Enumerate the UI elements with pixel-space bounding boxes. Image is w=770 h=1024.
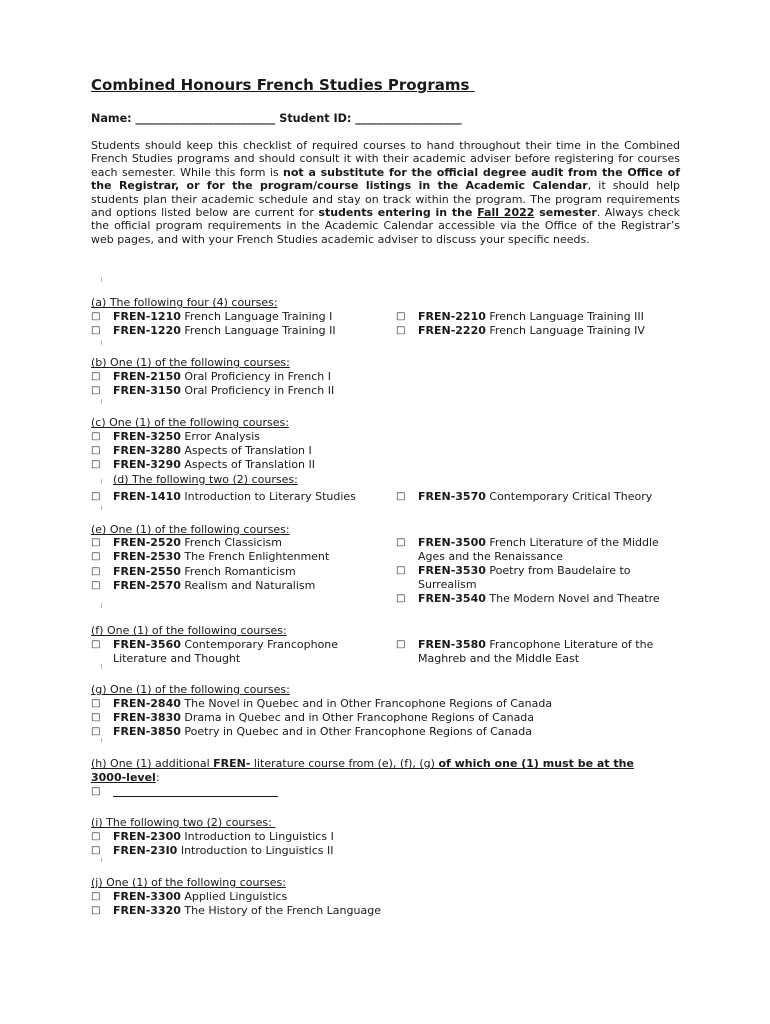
course-title: French Romanticism [180,565,296,578]
checkbox-icon[interactable]: □ [91,831,101,842]
section-c-heading: (c) One (1) of the following courses: [91,416,289,429]
format-mark [101,738,102,743]
course-title: Francophone Literature of the Maghreb and the Middle East [418,638,654,665]
checkbox-icon[interactable]: □ [91,431,101,442]
format-mark [101,505,102,510]
course-code: FREN-3570 [418,490,486,503]
course-item[interactable] [91,444,312,458]
course-code: FREN-2530 [113,550,181,563]
section-f-heading: (f) One (1) of the following courses: [91,624,287,637]
checkbox-icon[interactable]: □ [91,580,101,591]
section-d-heading: (d) The following two (2) courses: [113,473,298,486]
course-title: Applied Linguistics [180,890,288,903]
course-code: FREN-3540 [418,592,486,605]
course-item[interactable] [396,592,660,606]
checkbox-icon[interactable]: □ [91,891,101,902]
section-h-bold-3: 3000-level [91,771,156,784]
course-code: FREN-2840 [113,697,181,710]
course-code: FREN-3560 [113,638,181,651]
course-item[interactable] [91,565,296,579]
course-code: FREN-1210 [113,310,181,323]
course-item[interactable] [91,370,331,384]
course-code: FREN-2210 [418,310,486,323]
course-code: FREN-3290 [113,458,181,471]
section-h-text-1: (h) One (1) additional [91,757,214,770]
course-title: Realism and Naturalism [180,579,316,592]
course-code: FREN-3830 [113,711,181,724]
course-code: FREN-1220 [113,324,181,337]
course-title: Poetry from Baudelaire to Surrealism [418,564,631,591]
course-item[interactable] [91,384,334,398]
course-code: FREN-3500 [418,536,486,549]
course-title: Error Analysis [180,430,261,443]
course-code: FREN-2520 [113,536,181,549]
checkbox-icon[interactable]: □ [396,311,406,322]
checkbox-icon[interactable]: □ [91,905,101,916]
course-code: FREN-3580 [418,638,486,651]
course-code: FREN-3250 [113,430,181,443]
course-item[interactable] [91,490,356,504]
course-item[interactable] [91,711,534,725]
section-h-text-3: : [155,771,160,784]
checkbox-icon[interactable]: □ [396,491,406,502]
checkbox-icon[interactable]: □ [91,385,101,396]
intro-text-3: . Always check the official program requirements in the Academic Calendar accessible via the Office of the Registrar’s web pages, and with your French Studies academic adviser to discuss your specific needs. [91,206,680,246]
section-h-bold-2: of which one (1) must be at the [438,757,634,770]
course-code: FREN-3320 [113,904,181,917]
checkbox-icon[interactable]: □ [396,537,406,548]
course-title: The Novel in Quebec and in Other Francophone Regions of Canada [180,697,553,710]
checkbox-icon[interactable]: □ [91,537,101,548]
course-item[interactable] [396,564,653,592]
section-e-heading: (e) One (1) of the following courses: [91,523,290,536]
course-title: French Classicism [180,536,282,549]
course-item[interactable] [91,458,315,472]
course-title: Introduction to Literary Studies [180,490,356,503]
section-i-heading: (i) The following two (2) courses: [91,816,276,829]
course-code: FREN-3530 [418,564,486,577]
course-item[interactable] [91,785,278,799]
intro-bold-2-text: students entering in the [318,206,478,220]
course-title: The French Enlightenment [180,550,330,563]
course-code: FREN-2550 [113,565,181,578]
course-title: Introduction to Linguistics II [177,844,334,857]
section-j-heading: (j) One (1) of the following courses: [91,876,286,889]
checkbox-icon[interactable]: □ [396,325,406,336]
course-title: French Language Training III [485,310,644,323]
format-mark [101,857,102,862]
course-code: FREN-2570 [113,579,181,592]
checkbox-icon[interactable]: □ [91,445,101,456]
section-h-text-2: literature course from (e), (f), (g) [250,757,439,770]
section-g-heading: (g) One (1) of the following courses: [91,683,290,696]
course-title: Introduction to Linguistics I [180,830,334,843]
course-item[interactable] [91,579,315,593]
course-item[interactable] [91,844,334,858]
intro-text-1: Students should keep this checklist of required courses to hand throughout their time in the Combined French Studies programs and should consult it with their academic adviser before registering for courses each semester. While this form is [91,139,680,179]
course-code: FREN-2150 [113,370,181,383]
intro-paragraph [91,139,680,246]
checkbox-icon[interactable]: □ [396,593,406,604]
course-title: French Language Training I [180,310,333,323]
checkbox-icon[interactable]: □ [396,639,406,650]
format-mark [101,479,102,484]
course-title: Aspects of Translation II [180,458,316,471]
course-title: Aspects of Translation I [180,444,312,457]
course-item[interactable] [91,904,381,918]
checkbox-icon[interactable]: □ [396,565,406,576]
course-title: Contemporary Critical Theory [485,490,653,503]
course-code: FREN-3150 [113,384,181,397]
checkbox-icon[interactable]: □ [91,639,101,650]
course-item[interactable] [91,550,329,564]
checkbox-icon[interactable]: □ [91,845,101,856]
intro-bold-2 [318,206,534,219]
section-h-bold-1: FREN- [213,757,251,770]
course-item[interactable] [396,324,645,338]
course-code: FREN-2220 [418,324,486,337]
course-item[interactable] [91,310,332,324]
course-item[interactable] [91,536,282,550]
course-code: FREN-3850 [113,725,181,738]
page-title: Combined Honours French Studies Programs [91,76,475,94]
checkbox-icon[interactable]: □ [91,786,101,797]
course-title: Contemporary Francophone Literature and Thought [113,638,339,665]
course-title: The Modern Novel and Theatre [485,592,660,605]
checkbox-icon[interactable]: □ [91,698,101,709]
course-blank-line[interactable] [113,785,278,797]
course-title: The History of the French Language [180,904,381,917]
course-title: Oral Proficiency in French I [180,370,331,383]
intro-fall-2022: Fall 2022 [477,206,535,220]
course-title: French Language Training IV [485,324,645,337]
course-title: French Literature of the Middle Ages and the Renaissance [418,536,659,563]
checkbox-icon[interactable]: □ [91,371,101,382]
section-b-heading: (b) One (1) of the following courses: [91,356,290,369]
course-title: Drama in Quebec and in Other Francophone Regions of Canada [180,711,535,724]
course-item[interactable] [91,830,334,844]
format-mark [101,277,102,282]
course-item[interactable] [91,638,363,666]
checkbox-icon[interactable]: □ [91,459,101,470]
section-h-heading [91,757,671,785]
checkbox-icon[interactable]: □ [91,726,101,737]
course-title: Oral Proficiency in French II [180,384,335,397]
format-mark [101,664,102,669]
format-mark [101,340,102,345]
checkbox-icon[interactable]: □ [91,712,101,723]
course-item[interactable] [91,430,260,444]
course-item[interactable] [396,490,652,504]
course-item[interactable] [91,890,287,904]
checkbox-icon[interactable]: □ [91,566,101,577]
course-item[interactable] [396,310,644,324]
name-student-id-line: Name: _________________________ Student ID: ___________________ [91,112,462,125]
intro-bold-3: semester [534,206,597,220]
course-item[interactable] [396,536,676,564]
course-code: FREN-3280 [113,444,181,457]
course-title: Poetry in Quebec and in Other Francophone Regions of Canada [180,725,532,738]
format-mark [101,603,102,608]
intro-text-2: , it should help students plan their academic schedule and stay on track within the program. The program requirements and options listed below are current for [91,179,680,220]
course-title: French Language Training II [180,324,336,337]
course-code: FREN-23I0 [113,844,178,857]
section-a-heading: (a) The following four (4) courses: [91,296,278,309]
checkbox-icon[interactable]: □ [91,311,101,322]
checkbox-icon[interactable]: □ [91,325,101,336]
course-code: FREN-1410 [113,490,181,503]
course-code: FREN-2300 [113,830,181,843]
course-code: FREN-3300 [113,890,181,903]
course-item[interactable] [91,725,532,739]
checkbox-icon[interactable]: □ [91,551,101,562]
course-item[interactable] [91,697,552,711]
course-item[interactable] [396,638,668,666]
intro-bold-1: not a substitute for the official degree audit from the Office of the Registrar, or for the program/course listings in the Academic Calendar [91,165,681,193]
checkbox-icon[interactable]: □ [91,491,101,502]
format-mark [101,399,102,404]
course-item[interactable] [91,324,336,338]
